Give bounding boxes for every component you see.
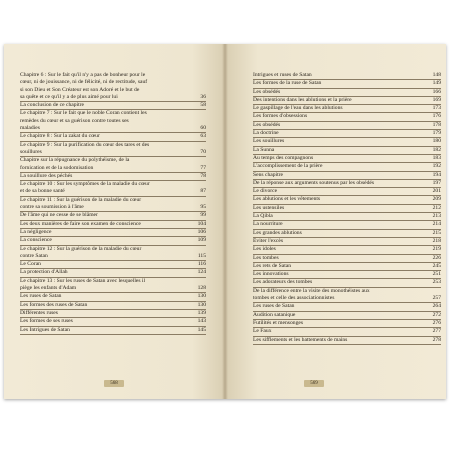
toc-entry: [253, 312, 441, 320]
toc-entry: [20, 204, 206, 212]
toc-entry-title: Le Faux: [253, 328, 272, 335]
toc-entry-page: 124: [197, 269, 206, 276]
toc-entry-title: Au temps des compagnons: [253, 154, 314, 161]
toc-entry-title: La conscience: [20, 237, 52, 244]
toc-entry-page: 104: [197, 220, 206, 227]
toc-entry: [253, 89, 441, 97]
toc-entry: [253, 113, 441, 121]
toc-entry-line: [20, 157, 206, 164]
toc-entry-title: Les deux manières de faire son examen de conscience: [20, 220, 141, 227]
toc-entry-title: Les sifflements et les battements de mains: [253, 336, 348, 343]
toc-entry-page: 87: [200, 188, 206, 195]
toc-entry-page: 194: [432, 171, 441, 178]
toc-entry-title: Le Coran: [20, 261, 41, 268]
toc-entry-page: 60: [200, 125, 206, 132]
toc-entry-title: Le gaspillage de l'eau dans les ablutions: [253, 105, 343, 112]
toc-entry-line: [20, 246, 206, 253]
toc-entry-page: 182: [432, 146, 441, 153]
toc-entry-title: Les adorateurs des tombes: [253, 279, 313, 286]
toc-entry: [20, 237, 206, 245]
toc-entry-title: La Qibla: [253, 213, 273, 220]
toc-entry: [253, 80, 441, 88]
toc-entry-line: [20, 87, 206, 94]
table-of-contents-left: [20, 72, 206, 335]
toc-entry-page: 183: [432, 154, 441, 161]
toc-entry-page: 264: [432, 303, 441, 310]
toc-entry-page: 109: [197, 237, 206, 244]
toc-entry-title: Le chapitre 13 : Sur les ruses de Satan avec lesquelles il: [20, 277, 146, 284]
toc-entry-page: 139: [197, 309, 206, 316]
toc-entry-title: De l'âme qui ne cesse de se blâmer: [20, 212, 98, 219]
toc-entry-title: Les tombes: [253, 254, 279, 261]
toc-entry-page: 106: [197, 228, 206, 235]
toc-entry-page: 169: [432, 96, 441, 103]
toc-entry-page: 197: [432, 179, 441, 186]
toc-entry-page: 245: [432, 262, 441, 269]
toc-entry-title: Audition satanique: [253, 311, 296, 318]
toc-entry: [20, 125, 206, 133]
toc-entry-page: 277: [432, 328, 441, 335]
toc-entry: [253, 263, 441, 271]
toc-entry: [253, 205, 441, 213]
toc-entry-title: tombes et celle des associationnistes: [253, 295, 335, 302]
toc-entry-title: La doctrine: [253, 130, 279, 137]
toc-entry-line: [20, 72, 206, 79]
toc-entry: [20, 102, 206, 110]
toc-entry-line: [20, 79, 206, 86]
toc-entry-line: [20, 181, 206, 188]
toc-entry: [253, 105, 441, 113]
toc-entry-title: et de sa bonne santé: [20, 188, 65, 195]
toc-entry-page: 145: [197, 326, 206, 333]
toc-entry-page: 278: [432, 336, 441, 343]
toc-entry: [20, 327, 206, 335]
toc-entry-title: piège les enfants d'Adam: [20, 285, 77, 292]
toc-entry-title: Les ruses de Satan: [253, 303, 295, 310]
toc-entry-page: 130: [197, 301, 206, 308]
toc-entry-title: L'accomplissement de la prière: [253, 163, 323, 170]
toc-entry-title: Les obsédés: [253, 88, 281, 95]
page-number-left: 568: [104, 380, 124, 387]
toc-entry-title: souillures: [20, 148, 42, 155]
toc-entry: [253, 303, 441, 311]
toc-entry: [20, 221, 206, 229]
book-spine: [222, 44, 228, 399]
toc-entry: [253, 271, 441, 279]
toc-entry-title: maladies: [20, 125, 40, 132]
toc-entry-title: La conclusion de ce chapitre: [20, 102, 84, 109]
toc-entry-page: 58: [200, 102, 206, 109]
toc-entry-page: 219: [432, 246, 441, 253]
toc-entry-line: [20, 110, 206, 117]
toc-entry-title: Éviter l'excès: [253, 237, 284, 244]
toc-entry: [20, 149, 206, 157]
toc-entry: [253, 97, 441, 105]
toc-entry-page: 63: [200, 133, 206, 140]
toc-entry: [253, 255, 441, 263]
toc-entry-title: La Sunna: [253, 146, 275, 153]
toc-entry-title: cœur, ni de jouissance, ni de félicité, ni de rectitude, sauf: [20, 79, 148, 86]
toc-entry-title: Le chapitre 8 : Sur la zakat du cœur: [20, 133, 100, 140]
toc-entry-title: Les grandes ablutions: [253, 229, 302, 236]
toc-entry: [253, 122, 441, 130]
toc-entry-page: 77: [200, 164, 206, 171]
table-of-contents-right: [253, 72, 441, 345]
left-page: [4, 44, 225, 399]
toc-entry: [20, 261, 206, 269]
toc-entry: [253, 180, 441, 188]
open-book: [4, 44, 446, 399]
toc-entry-line: [20, 278, 206, 285]
toc-entry: [20, 269, 206, 277]
toc-entry-title: contre sa soumission à l'âme: [20, 204, 84, 211]
toc-entry-page: 214: [432, 221, 441, 228]
toc-entry-page: 257: [432, 295, 441, 302]
toc-entry: [253, 221, 441, 229]
toc-entry-title: Sens chapitre: [253, 171, 283, 178]
page-number-right: 569: [304, 380, 324, 387]
toc-entry-line: [20, 142, 206, 149]
toc-entry-line: [20, 118, 206, 125]
toc-entry-title: La souillure des péchés: [20, 172, 73, 179]
toc-entry-title: De la différence entre la visite des monothéistes aux: [253, 287, 370, 294]
toc-entry-page: 251: [432, 271, 441, 278]
toc-entry-title: Les formes de ses ruses: [20, 318, 73, 325]
toc-entry-title: De la réponse aux arguments soutenus par les obsédés: [253, 179, 375, 186]
toc-entry-title: Les innovations: [253, 271, 289, 278]
toc-entry-page: 166: [432, 88, 441, 95]
toc-entry-line: [20, 197, 206, 204]
toc-entry: [253, 163, 441, 171]
toc-entry: [253, 238, 441, 246]
toc-entry-page: 201: [432, 188, 441, 195]
toc-entry-title: Les rets de Satan: [253, 262, 292, 269]
toc-entry-title: Le chapitre 9 : Sur la purification du cœur des tares et des: [20, 141, 150, 148]
toc-entry: [253, 155, 441, 163]
toc-entry: [253, 320, 441, 328]
toc-entry-page: 213: [432, 213, 441, 220]
toc-entry: [253, 188, 441, 196]
toc-entry-page: 276: [432, 319, 441, 326]
toc-entry-page: 176: [432, 113, 441, 120]
toc-entry-title: Les obsédés: [253, 121, 281, 128]
toc-entry-page: 178: [432, 121, 441, 128]
toc-entry: [20, 133, 206, 141]
toc-entry-title: Le chapitre 11 : Sur la guérison de la maladie du cœur: [20, 196, 142, 203]
toc-entry-page: 173: [432, 105, 441, 112]
toc-entry: [253, 196, 441, 204]
toc-entry-title: remèdes du cœur et sa guérison contre toutes ses: [20, 117, 129, 124]
toc-entry-page: 212: [432, 204, 441, 211]
toc-entry-page: 116: [197, 261, 206, 268]
toc-entry: [253, 246, 441, 254]
toc-entry: [20, 285, 206, 293]
toc-entry-page: 148: [432, 72, 441, 78]
toc-entry: [253, 279, 441, 287]
toc-entry-page: 179: [432, 130, 441, 137]
toc-entry-page: 209: [432, 196, 441, 203]
toc-entry-page: 226: [432, 254, 441, 261]
toc-entry-page: 253: [432, 279, 441, 286]
toc-entry-title: Les formes des ruses de Satan: [20, 301, 88, 308]
toc-entry-page: 143: [197, 318, 206, 325]
toc-entry-title: Le chapitre 7 : Sur le fait que le noble Coran contient les: [20, 110, 147, 117]
toc-entry: [20, 165, 206, 173]
toc-entry-page: 115: [197, 252, 206, 259]
toc-entry-page: 95: [200, 204, 206, 211]
toc-entry: [253, 213, 441, 221]
toc-entry-title: Des intentions dans les ablutions et la prière: [253, 96, 352, 103]
toc-entry-page: 192: [432, 163, 441, 170]
toc-entry: [20, 318, 206, 326]
toc-entry-title: Les formes de la ruse de Satan: [253, 80, 322, 87]
toc-entry: [253, 230, 441, 238]
toc-entry: [20, 293, 206, 301]
toc-entry-title: Le chapitre 10 : Sur les symptômes de la maladie du cœur: [20, 181, 150, 188]
toc-entry: [253, 337, 441, 345]
toc-entry: [253, 172, 441, 180]
toc-entry-line: [253, 288, 441, 295]
toc-entry-title: Les idoles: [253, 246, 276, 253]
toc-entry-title: La nourriture: [253, 221, 283, 228]
toc-entry-title: La négligence: [20, 228, 52, 235]
toc-entry: [20, 188, 206, 196]
toc-entry-title: Les Intrigues de Satan: [20, 326, 70, 333]
toc-entry-page: 149: [432, 80, 441, 87]
toc-entry-title: fornication et de la sodomisation: [20, 164, 94, 171]
toc-entry-page: 130: [197, 293, 206, 300]
toc-entry-page: 99: [200, 212, 206, 219]
toc-entry-title: Les formes d'obsessions: [253, 113, 308, 120]
right-page: [225, 44, 446, 399]
toc-entry: [20, 173, 206, 181]
toc-entry-page: 218: [432, 237, 441, 244]
toc-entry-page: 272: [432, 311, 441, 318]
toc-entry: [20, 94, 206, 102]
toc-entry-title: sa quête et ce qu'il y a de plus aimé pour lui: [20, 93, 118, 100]
toc-entry: [253, 295, 441, 303]
toc-entry-page: 180: [432, 138, 441, 145]
toc-entry-title: Le chapitre 12 : Sur la guérison de la maladie du cœur: [20, 245, 142, 252]
toc-entry-title: Chapitre sur la répugnance du polythéisme, de la: [20, 157, 130, 164]
toc-entry: [20, 302, 206, 310]
toc-entry-title: Différentes ruses: [20, 309, 58, 316]
toc-entry-page: 128: [197, 285, 206, 292]
toc-entry: [253, 72, 441, 80]
toc-entry-title: Le divorce: [253, 188, 278, 195]
toc-entry: [20, 253, 206, 261]
toc-entry-page: 36: [200, 93, 206, 100]
toc-entry-title: Intrigues et ruses de Satan: [253, 72, 312, 78]
toc-entry: [253, 138, 441, 146]
toc-entry-title: Les souillures: [253, 138, 285, 145]
toc-entry: [20, 229, 206, 237]
toc-entry: [253, 130, 441, 138]
toc-entry: [20, 212, 206, 220]
toc-entry-page: 70: [200, 148, 206, 155]
toc-entry-page: 78: [200, 172, 206, 179]
toc-entry-title: Futilités et mensonges: [253, 319, 304, 326]
toc-entry-page: 215: [432, 229, 441, 236]
toc-entry: [253, 147, 441, 155]
toc-entry-title: Chapitre 6 : Sur le fait qu'il n'y a pas de bonheur pour le: [20, 72, 146, 78]
toc-entry-title: Les ruses de Satan: [20, 293, 62, 300]
toc-entry: [253, 328, 441, 336]
toc-entry-title: Les ablutions et les vêtements: [253, 196, 321, 203]
toc-entry-title: contre Satan: [20, 252, 48, 259]
toc-entry-title: si son Dieu et Son Créateur est son Adoré et le but de: [20, 86, 140, 93]
toc-entry-title: Les ustensiles: [253, 204, 285, 211]
toc-entry: [20, 310, 206, 318]
toc-entry-title: La protection d'Allah: [20, 269, 68, 276]
